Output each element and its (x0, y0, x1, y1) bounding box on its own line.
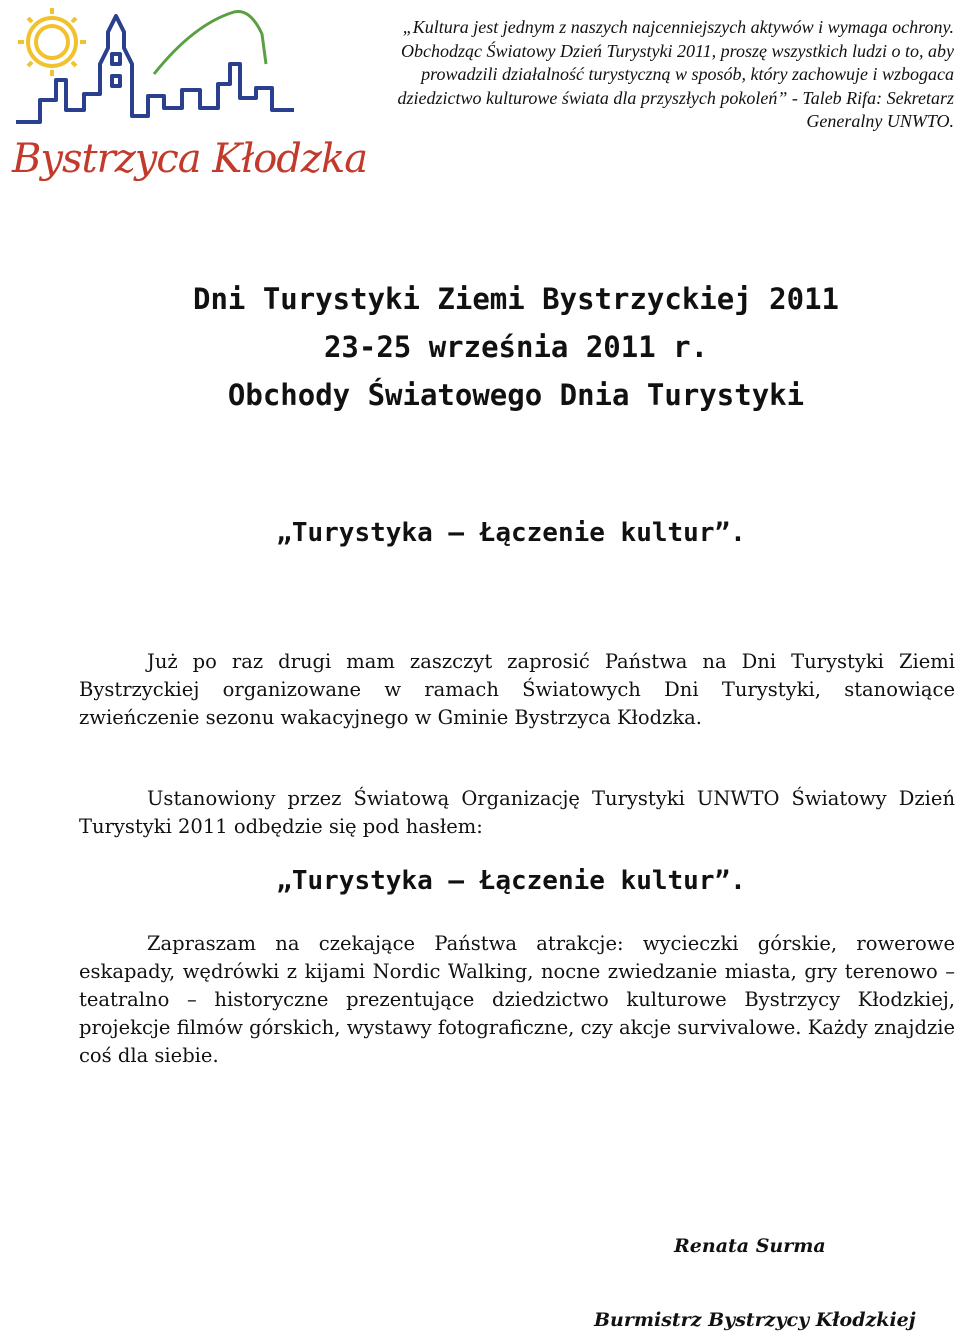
town-skyline-illustration (4, 4, 314, 144)
event-subtitle: Obchody Światowego Dnia Turystyki (227, 378, 805, 412)
logo-wordmark: Bystrzyca Kłodzka (12, 136, 368, 182)
attractions-paragraph: Zapraszam na czekające Państwa atrakcje: wycieczki górskie, rowerowe eskapady, wędrówki z kijami Nordic Walking, nocne zwiedzanie miasta, gry terenowo – teatralno – historyczne prezentujące dziedzictwo kulturowe Bystrzycy Kłodzkiej, projekcje filmów górskich, wystawy fotograficzne, czy akcje survivalowe. Każdy znajdzie coś dla siebie. (79, 932, 955, 1067)
motto-repeated: „Turystyka – Łączenie kultur”. (276, 866, 746, 896)
unwto-quote: „Kultura jest jednym z naszych najcenniejszych aktywów i wymaga ochrony. Obchodząc Światowy Dzień Turystyki 2011, proszę wszystkich ludzi o to, aby prowadzili działalność turystyczną w sposób, który zachowuje i wzbogaca dziedzictwo kulturowe świata dla przyszłych pokoleń” - Taleb Rifa: Sekretarz Generalny UNWTO. (397, 17, 954, 131)
sun-icon (18, 8, 86, 76)
motto-heading: „Turystyka – Łączenie kultur”. (276, 518, 746, 548)
town-outline-icon (16, 16, 294, 122)
hills-icon (154, 11, 266, 74)
unwto-paragraph: Ustanowiony przez Światową Organizację Turystyki UNWTO Światowy Dzień Turystyki 2011 odbędzie się pod hasłem: (79, 787, 955, 838)
town-logo (4, 4, 368, 204)
event-dates: 23-25 września 2011 r. (323, 330, 709, 364)
signature-title: Burmistrz Bystrzycy Kłodzkiej (594, 1309, 916, 1331)
event-title: Dni Turystyki Ziemi Bystrzyckiej 2011 (192, 282, 839, 316)
signature-name: Renata Surma (674, 1235, 826, 1257)
invitation-paragraph: Już po raz drugi mam zaszczyt zaprosić Państwa na Dni Turystyki Ziemi Bystrzyckiej organizowane w ramach Światowych Dni Turystyki, stanowiące zwieńczenie sezonu wakacyjnego w Gminie Bystrzyca Kłodzka. (79, 650, 955, 729)
